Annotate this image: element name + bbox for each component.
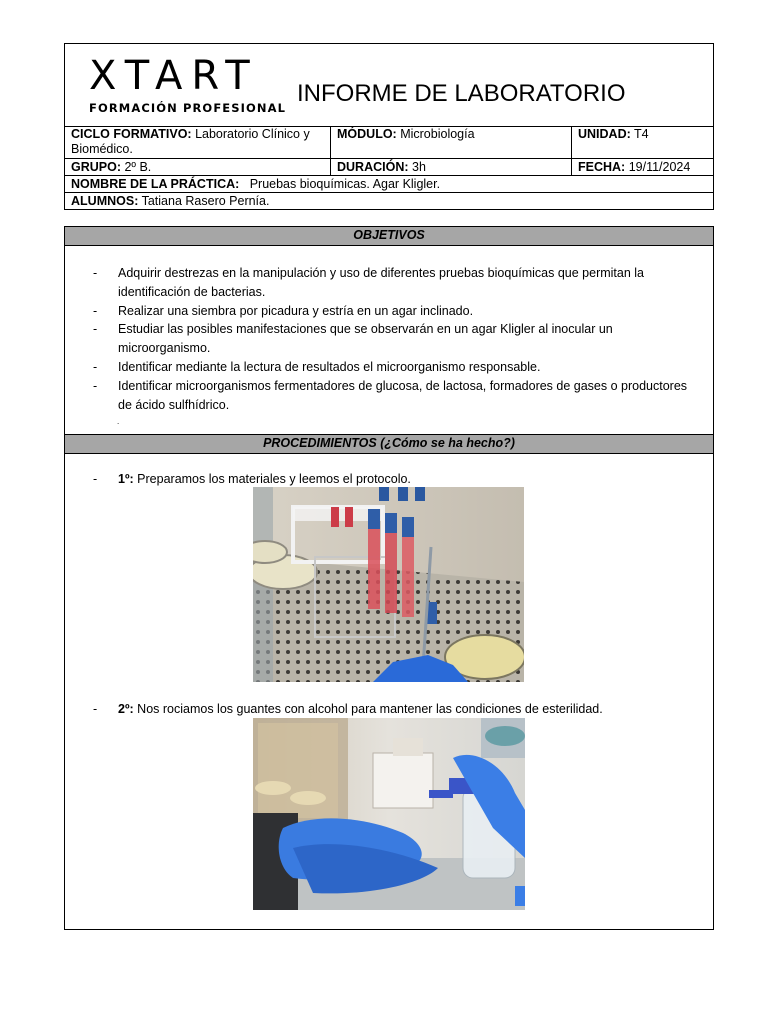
objetivos-heading: OBJETIVOS	[65, 227, 713, 246]
lab-materials-image	[253, 487, 524, 682]
step-2-text: Nos rociamos los guantes con alcohol para mantener las condiciones de esterilidad.	[137, 702, 603, 716]
duracion-value: 3h	[412, 160, 426, 174]
row-alumnos	[65, 193, 713, 209]
objetivo-text: Realizar una siembra por picadura y estría en un agar inclinado.	[118, 303, 474, 318]
list-item	[93, 358, 693, 377]
list-item	[93, 377, 693, 415]
xtart-logo: XTART	[89, 53, 259, 99]
duracion-label: DURACIÓN:	[337, 160, 409, 174]
step-1-text: Preparamos los materiales y leemos el protocolo.	[137, 472, 411, 486]
cell-modulo	[330, 126, 571, 158]
fecha-label: FECHA:	[578, 160, 626, 174]
objetivos-list	[93, 264, 693, 414]
objetivo-text: Identificar microorganismos fermentadores de glucosa, de lactosa, formadores de gases o productores de ácido sulfhídrico.	[118, 378, 688, 412]
dash-marker: -	[93, 378, 98, 393]
step-1	[93, 471, 411, 487]
grupo-label: GRUPO:	[71, 160, 121, 174]
photo-gloves-alcohol	[253, 718, 525, 910]
list-item	[93, 302, 693, 321]
alumnos-label: ALUMNOS:	[71, 194, 139, 208]
dash-marker: -	[93, 303, 98, 318]
unidad-value: T4	[634, 127, 649, 141]
trailing-mark: .	[117, 417, 120, 426]
row-ciclo	[65, 126, 713, 159]
cell-grupo	[65, 159, 330, 175]
gloves-spray-image	[253, 718, 525, 910]
modulo-label: MÓDULO:	[337, 127, 397, 141]
dash-marker: -	[93, 322, 98, 337]
objetivo-text: Adquirir destrezas en la manipulación y uso de diferentes pruebas bioquímicas que permitan la identificación de bacterias.	[118, 266, 644, 299]
report-body	[64, 226, 714, 930]
dash-marker: -	[93, 359, 98, 374]
alumnos-value: Tatiana Rasero Pernía.	[141, 194, 270, 208]
cell-ciclo	[65, 126, 330, 158]
practica-value: Pruebas bioquímicas. Agar Kligler.	[249, 177, 441, 191]
dash-marker: -	[93, 266, 98, 280]
practica-label: NOMBRE DE LA PRÁCTICA:	[71, 177, 240, 191]
step-1-num: 1º:	[118, 472, 134, 486]
procedimientos-heading: PROCEDIMIENTOS (¿Cómo se ha hecho?)	[65, 434, 713, 454]
ciclo-label: CICLO FORMATIVO:	[71, 127, 192, 141]
logo-area	[65, 44, 713, 127]
cell-unidad	[571, 126, 713, 158]
ciclo-value: Laboratorio Clínico y Biomédico.	[71, 127, 310, 156]
row-grupo	[65, 159, 713, 176]
list-item	[93, 320, 693, 358]
objetivo-text: Estudiar las posibles manifestaciones que se observarán en un agar Kligler al inocular un microorganismo.	[118, 322, 613, 356]
dash-marker: -	[93, 472, 98, 486]
modulo-value: Microbiología	[400, 127, 475, 141]
cell-alumnos	[65, 193, 713, 209]
step-2	[93, 701, 603, 717]
unidad-label: UNIDAD:	[578, 127, 631, 141]
grupo-value: 2º B.	[124, 160, 152, 174]
report-title: INFORME DE LABORATORIO	[297, 80, 626, 107]
report-header	[64, 43, 714, 210]
dash-marker: -	[93, 702, 98, 716]
xtart-logo-subtitle: FORMACIÓN PROFESIONAL	[89, 101, 287, 115]
step-2-num: 2º:	[118, 702, 134, 716]
fecha-value: 19/11/2024	[628, 160, 691, 174]
cell-duracion	[330, 159, 571, 175]
cell-fecha	[571, 159, 713, 175]
objetivo-text: Identificar mediante la lectura de resultados el microorganismo responsable.	[118, 359, 541, 374]
list-item	[93, 264, 693, 302]
photo-materials	[253, 487, 524, 682]
cell-practica	[65, 176, 713, 192]
row-practica	[65, 176, 713, 193]
